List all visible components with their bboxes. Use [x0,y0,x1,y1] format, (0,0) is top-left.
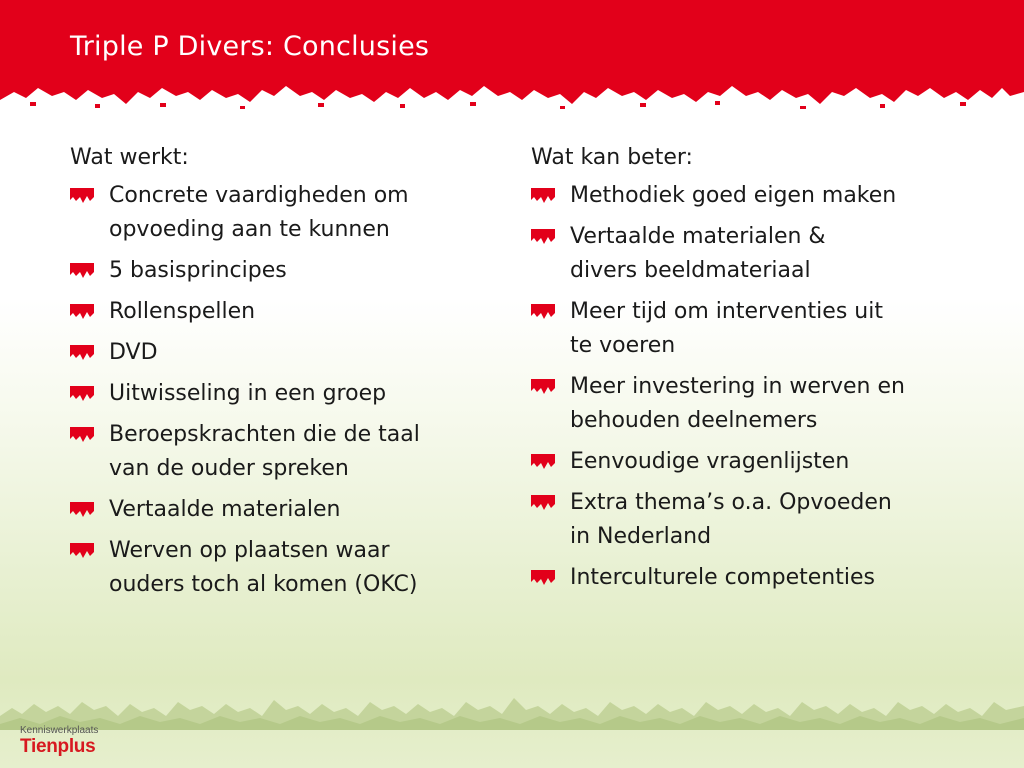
red-bullet-icon [70,502,94,519]
logo-line-big: Tienplus [20,736,96,757]
right-column-heading: Wat kan beter: [531,145,693,170]
list-item: Interculturele competenties [531,561,971,595]
red-bullet-icon [531,304,555,321]
red-bullet-icon [70,263,94,280]
red-bullet-icon [531,188,555,205]
list-item: Eenvoudige vragenlijsten [531,445,971,479]
red-bullet-icon [70,304,94,321]
right-bullet-list [531,179,971,595]
list-item: Meer investering in werven en behouden deelnemers [531,370,971,438]
list-item: Concrete vaardigheden om opvoeding aan te kunnen [70,179,490,247]
list-item: Vertaalde materialen [70,493,490,527]
list-item: 5 basisprincipes [70,254,490,288]
kenniswerkplaats-tienplus-logo [20,725,98,757]
left-column-heading: Wat werkt: [70,145,189,170]
red-bullet-icon [70,345,94,362]
red-bullet-icon [531,229,555,246]
red-bullet-icon [531,454,555,471]
list-item: Methodiek goed eigen maken [531,179,971,213]
red-bullet-icon [531,570,555,587]
list-item: DVD [70,336,490,370]
left-bullet-list [70,179,490,602]
red-bullet-icon [531,495,555,512]
list-item: Vertaalde materialen & divers beeldmateriaal [531,220,971,288]
list-item: Uitwisseling in een groep [70,377,490,411]
header-banner [0,0,1024,120]
list-item: Extra thema’s o.a. Opvoeden in Nederland [531,486,971,554]
left-column [70,142,490,609]
list-item: Rollenspellen [70,295,490,329]
list-item: Werven op plaatsen waar ouders toch al komen (OKC) [70,534,490,602]
red-bullet-icon [531,379,555,396]
green-band-graphic [0,680,1024,730]
red-bullet-icon [70,543,94,560]
red-bullet-icon [70,386,94,403]
logo-line-small: Kenniswerkplaats [20,725,99,736]
list-item: Beroepskrachten die de taal van de ouder spreken [70,418,490,486]
slide-title: Triple P Divers: Conclusies [70,31,430,62]
green-jagged-band [0,680,1024,730]
list-item: Meer tijd om interventies uit te voeren [531,295,971,363]
right-column [531,142,971,602]
red-bullet-icon [70,427,94,444]
red-bullet-icon [70,188,94,205]
